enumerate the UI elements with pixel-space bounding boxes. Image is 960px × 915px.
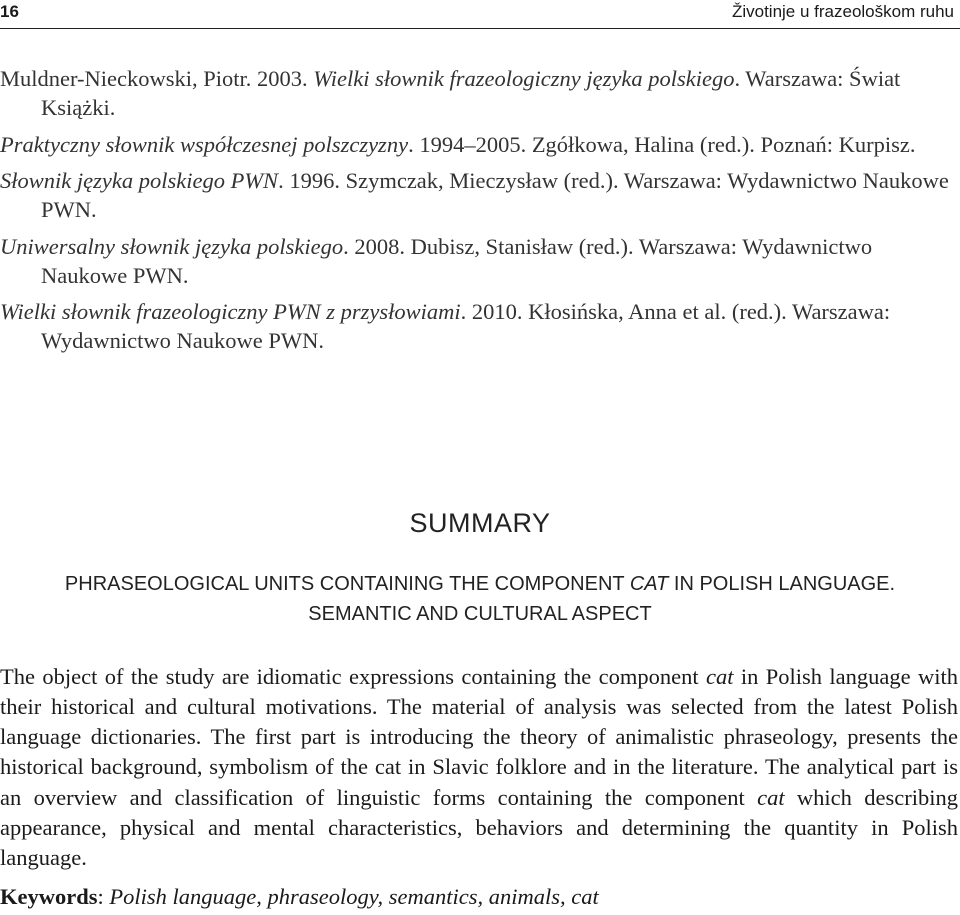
keywords-separator: : — [97, 884, 110, 909]
reference-entry — [0, 232, 958, 290]
keywords-line — [0, 882, 958, 912]
abstract-part: in Polish language with their historical and cultural motivations. The material of analysis was selected from the latest Polish language dictionaries. The first part is introducing the theory of animalistic phraseology, presents the historical background, symbolism of the cat in Slavic folklore and in the literature. The analytical part is an overview and classification of linguistic forms containing the component — [0, 663, 958, 810]
reference-title: Wielki słownik frazeologiczny języka polskiego — [313, 66, 735, 91]
abstract-term: cat — [705, 663, 734, 689]
reference-entry — [0, 166, 958, 224]
reference-title: Uniwersalny słownik języka polskiego — [0, 233, 344, 259]
reference-title: Praktyczny słownik współczesnej polszczyzny — [0, 131, 409, 157]
abstract-part: The object of the study are idiomatic expressions containing the component — [0, 663, 706, 689]
summary-title — [30, 569, 930, 629]
reference-list — [0, 64, 958, 363]
summary-heading: SUMMARY — [409, 508, 551, 538]
reference-post: . 2010. Kłosińska, Anna et al. (red.). Warszawa: Wydawnictwo Naukowe PWN. — [41, 299, 891, 353]
running-title: Životinje u frazeološkom ruhu — [731, 2, 954, 21]
keywords-values: Polish language, phraseology, semantics, animals, cat — [109, 884, 599, 909]
summary-title-before: PHRASEOLOGICAL UNITS CONTAINING THE COMPONENT — [64, 573, 630, 595]
summary-abstract — [0, 662, 958, 874]
reference-post: . 2008. Dubisz, Stanisław (red.). Warszawa: Wydawnictwo Naukowe PWN. — [41, 233, 873, 288]
reference-pre: Muldner-Nieckowski, Piotr. 2003. — [0, 66, 314, 91]
keywords-label: Keywords — [0, 884, 98, 909]
summary-title-term: CAT — [629, 573, 669, 595]
reference-post: . 1996. Szymczak, Mieczysław (red.). Warszawa: Wydawnictwo Naukowe PWN. — [41, 168, 949, 222]
abstract-term: cat — [757, 784, 785, 810]
reference-entry — [0, 130, 958, 159]
reference-title: Wielki słownik frazeologiczny PWN z przysłowiami — [0, 299, 461, 324]
reference-entry — [0, 64, 958, 122]
summary-title-after: IN POLISH LANGUAGE. SEMANTIC AND CULTURAL ASPECT — [308, 573, 896, 625]
header-rule — [0, 28, 960, 29]
reference-title: Słownik języka polskiego PWN — [0, 168, 279, 193]
reference-post: . Warszawa: Świat Książki. — [41, 66, 901, 120]
page-number: 16 — [0, 2, 19, 21]
abstract-part: which describing appearance, physical and mental characteristics, behaviors and determining the quantity in Polish language. — [0, 784, 958, 871]
reference-entry — [0, 297, 958, 355]
reference-post: . 1994–2005. Zgółkowa, Halina (red.). Poznań: Kurpisz. — [408, 131, 916, 157]
page-header — [0, 0, 960, 28]
